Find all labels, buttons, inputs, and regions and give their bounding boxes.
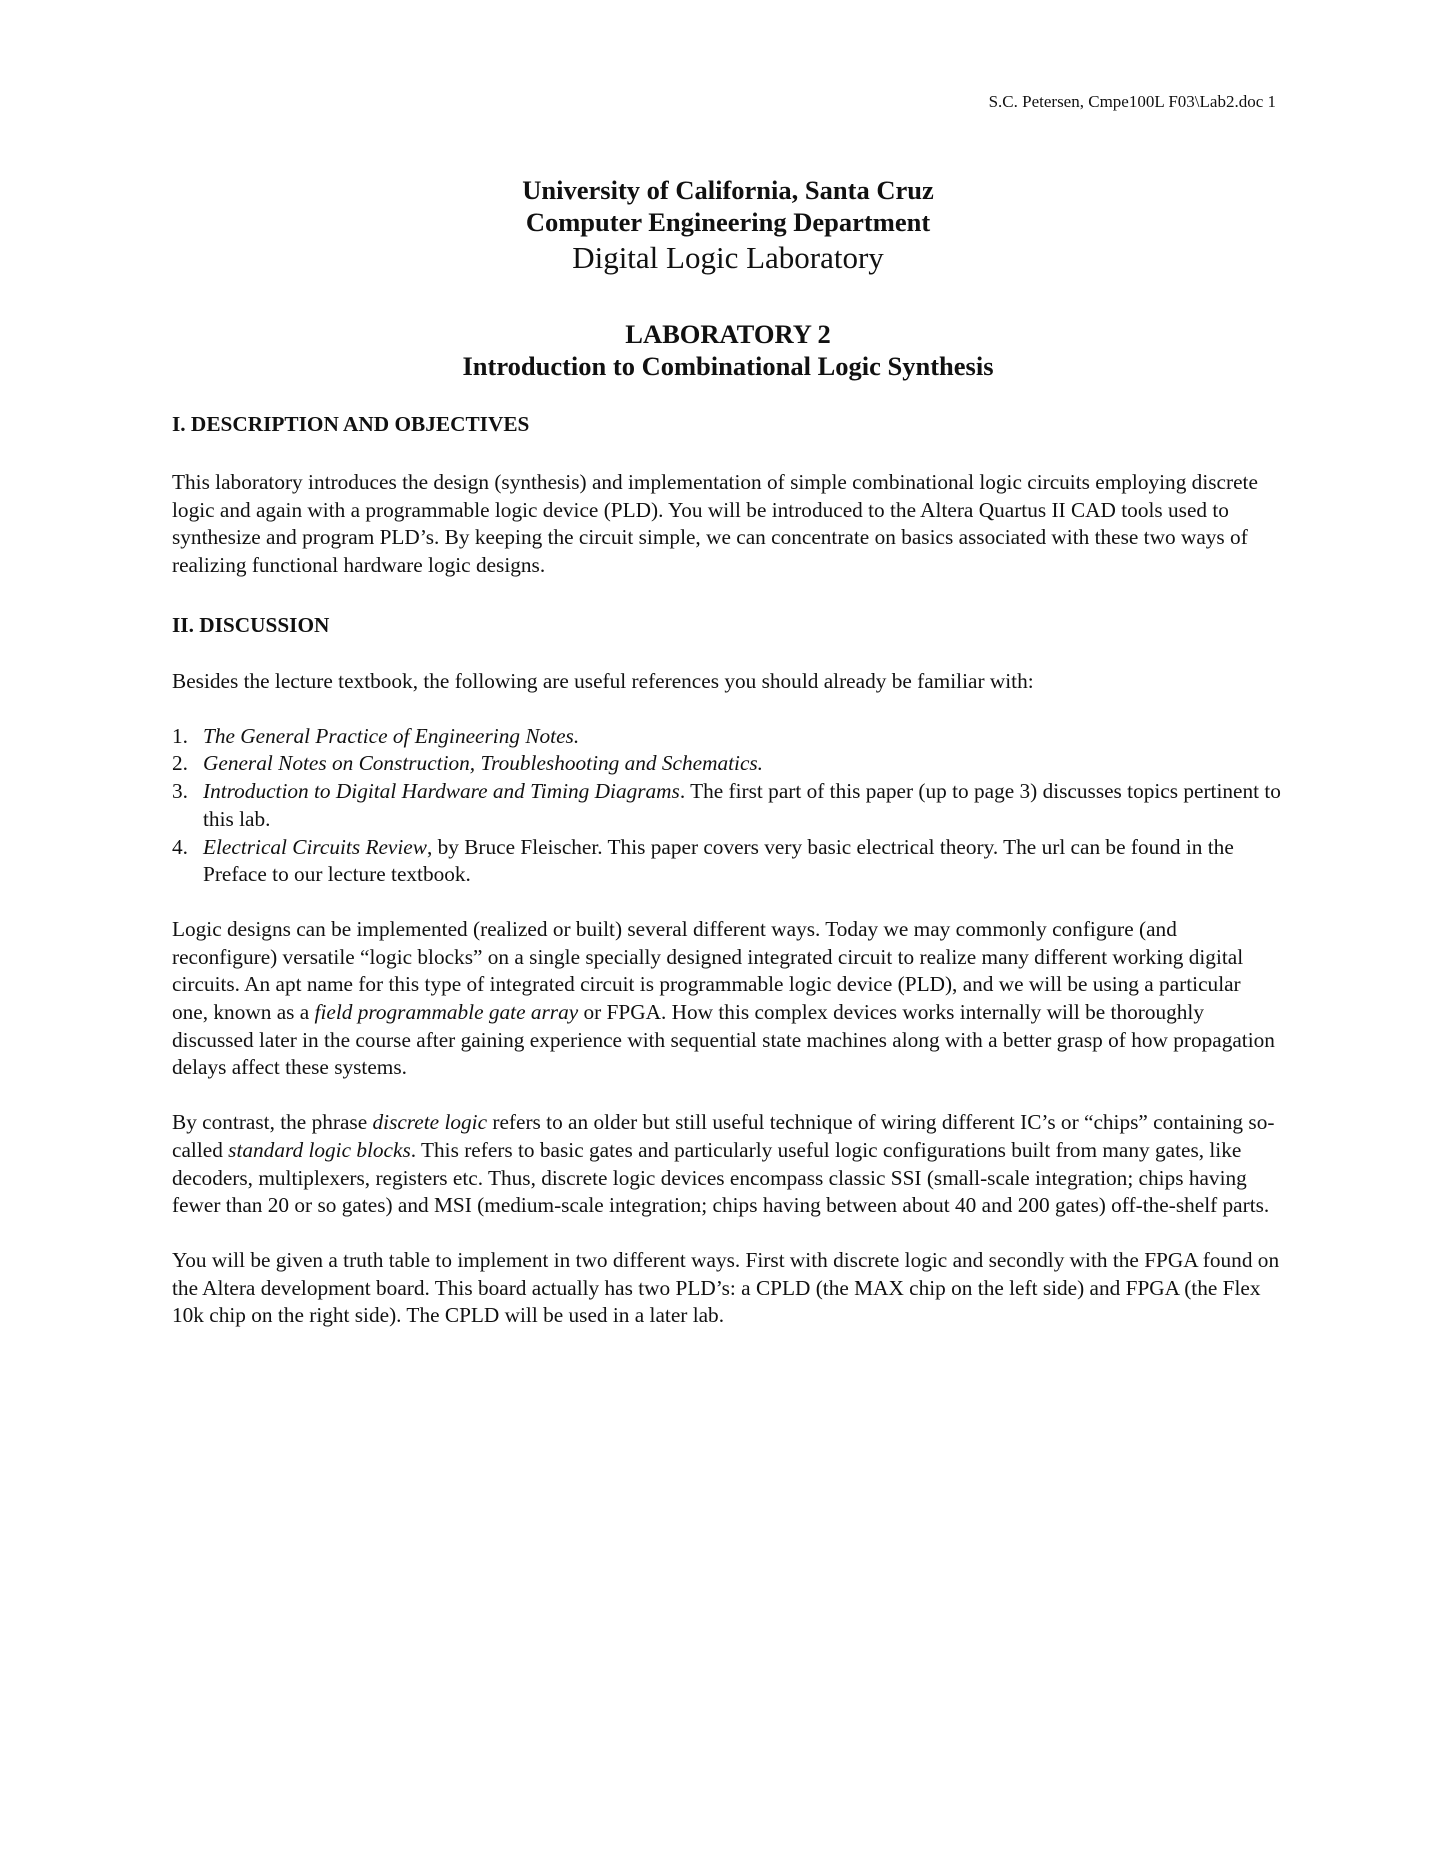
reference-text: . The first part of this paper (up to page 3) discusses topics pertinent to this lab.: [203, 779, 1281, 831]
list-item: [172, 834, 1282, 889]
reference-title: General Notes on Construction, Troubleshooting and Schematics.: [203, 751, 764, 776]
list-item: [172, 723, 1282, 751]
list-number: 3.: [172, 779, 188, 804]
text-run: . This refers to basic gates and particularly useful logic configurations built from many gates, like decoders, multiplexers, registers etc. Thus, discrete logic devices encompass classic SSI (small-scale integration; chips having fewer than 20 or so gates) and MSI (medium-scale integration; chips having between about 40 and 200 gates) off-the-shelf parts.: [172, 1137, 1270, 1218]
emphasis-term: standard logic blocks: [228, 1137, 411, 1162]
list-number: 2.: [172, 751, 188, 776]
reference-title: Electrical Circuits Review: [203, 834, 427, 859]
section-objectives-body: [172, 469, 1282, 580]
list-number: 4.: [172, 834, 188, 859]
title-block: [0, 174, 1456, 278]
emphasis-term: discrete logic: [372, 1110, 488, 1135]
discussion-intro: Besides the lecture textbook, the following are useful references you should already be familiar with:: [172, 669, 1034, 693]
reference-title: Introduction to Digital Hardware and Timing Diagrams: [203, 779, 680, 804]
text-run: refers to an older but still useful technique of wiring different IC’s or “chips” containing so-called: [172, 1110, 1275, 1162]
text-run: By contrast, the phrase: [172, 1110, 373, 1135]
running-header: S.C. Petersen, Cmpe100L F03\Lab2.doc 1: [988, 92, 1276, 111]
lab-name: Digital Logic Laboratory: [572, 240, 884, 275]
list-item: [172, 778, 1282, 833]
lab-heading: [0, 318, 1456, 382]
list-item: [172, 750, 1282, 778]
discrete-logic-paragraph: [172, 1109, 1282, 1220]
department-name: Computer Engineering Department: [525, 207, 931, 237]
list-number: 1.: [172, 723, 188, 748]
section-heading-discussion: II. DISCUSSION: [172, 613, 330, 637]
truth-table-paragraph: You will be given a truth table to implement in two different ways. First with discrete logic and secondly with the FPGA found on the Altera development board. This board actually has two PLD’s: a CPLD (the MAX chip on the left side) and FPGA (the Flex 10k chip on the right side). The CPLD will be used in a later lab.: [172, 1247, 1280, 1328]
section-heading-objectives: I. DESCRIPTION AND OBJECTIVES: [172, 412, 530, 436]
reference-title: The General Practice of Engineering Notes.: [203, 723, 580, 748]
objectives-paragraph: This laboratory introduces the design (synthesis) and implementation of simple combinational logic circuits employing discrete logic and again with a programmable logic device (PLD). You will be introduced to the Altera Quartus II CAD tools used to synthesize and program PLD’s. By keeping the circuit simple, we can concentrate on basics associated with these two ways of realizing functional hardware logic designs.: [172, 470, 1258, 578]
emphasis-term: field programmable gate array: [314, 1000, 579, 1025]
text-run: Logic designs can be implemented (realized or built) several different ways. Today we may commonly configure (and reconfigure) versatile “logic blocks” on a single specially designed integrated circuit to realize many different working digital circuits. An apt name for this type of integrated circuit is programmable logic device (PLD), and we will be using a particular one, known as a: [172, 916, 1244, 1025]
pld-paragraph: [172, 916, 1282, 1082]
reference-text: , by Bruce Fleischer. This paper covers very basic electrical theory. The url can be found in the Preface to our lecture textbook.: [203, 834, 1234, 887]
section-discussion-body: [172, 668, 1282, 1330]
lab-title: Introduction to Combinational Logic Synthesis: [462, 351, 994, 381]
lab-number: LABORATORY 2: [625, 319, 831, 349]
university-name: University of California, Santa Cruz: [522, 175, 934, 205]
reference-list: [172, 723, 1282, 889]
text-run: or FPGA. How this complex devices works internally will be thoroughly discussed later in the course after gaining experience with sequential state machines along with a better grasp of how propagation delays affect these systems.: [172, 1000, 1275, 1080]
